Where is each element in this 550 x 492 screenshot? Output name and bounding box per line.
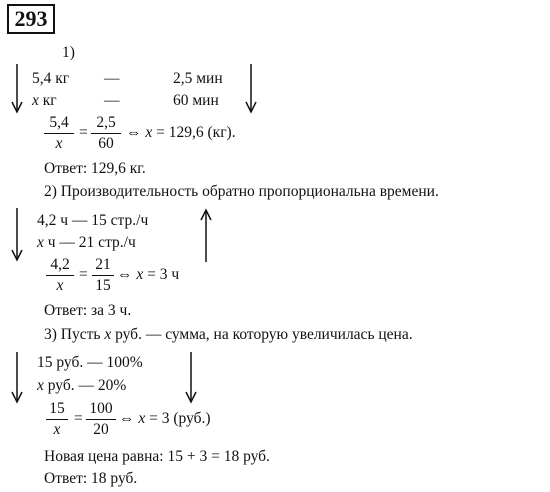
var-x: x: [37, 234, 44, 251]
part3-new-price: Новая цена равна: 15 + 3 = 18 руб.: [44, 448, 270, 465]
part3-fraction-right: 100 20: [86, 400, 116, 439]
part2-equals: =: [79, 266, 88, 283]
down-arrow-icon: [10, 352, 24, 404]
row-text: руб. — 20%: [43, 377, 127, 394]
part2-row2: [37, 234, 136, 252]
part2-fraction-left: 4,2 x: [46, 256, 74, 295]
part3-label: 3) Пусть x руб. — сумма, на которую увеличилась цена.: [44, 326, 413, 343]
part2-fraction-right: 21 15: [92, 256, 114, 295]
part1-label: 1): [62, 44, 75, 61]
part2-row1: 4,2 ч — 15 стр./ч: [37, 212, 149, 229]
part3-fraction-left: 15 x: [46, 400, 68, 439]
up-arrow-icon: [199, 208, 213, 262]
part3-answer: Ответ: 18 руб.: [44, 470, 138, 487]
part2-answer: Ответ: за 3 ч.: [44, 302, 132, 319]
problem-number-badge: 293: [7, 4, 55, 34]
part2-label: 2) Производительность обратно пропорциональна времени.: [44, 183, 439, 200]
down-arrow-icon: [244, 64, 258, 114]
part1-row2-dash: —: [104, 92, 120, 109]
part2-result: ⇔ x = 3 ч: [117, 266, 180, 283]
part1-row1-right: 2,5 мин: [173, 70, 223, 87]
down-arrow-icon: [10, 208, 24, 262]
part3-result: ⇔ x = 3 (руб.): [119, 410, 211, 427]
unit: кг: [38, 92, 57, 109]
part1-row1-left: 5,4 кг: [32, 70, 70, 87]
part1-equals: =: [79, 124, 88, 141]
part1-row1-dash: —: [104, 70, 120, 87]
part3-equals: =: [74, 410, 83, 427]
part1-result: ⇔ x = 129,6 (кг).: [126, 124, 236, 141]
part1-answer: Ответ: 129,6 кг.: [44, 160, 146, 177]
down-arrow-icon: [184, 352, 198, 404]
part1-fraction-right: 2,5 60: [91, 114, 121, 153]
part3-row1: 15 руб. — 100%: [37, 354, 143, 371]
part3-row2: [37, 377, 126, 395]
var-x: x: [32, 92, 39, 109]
part1-row2-right: 60 мин: [173, 92, 219, 109]
part1-row2-left: [32, 92, 57, 110]
var-x: x: [37, 377, 44, 394]
down-arrow-icon: [10, 64, 24, 114]
part1-fraction-left: 5,4 x: [44, 114, 74, 153]
row-text: ч — 21 стр./ч: [43, 234, 136, 251]
